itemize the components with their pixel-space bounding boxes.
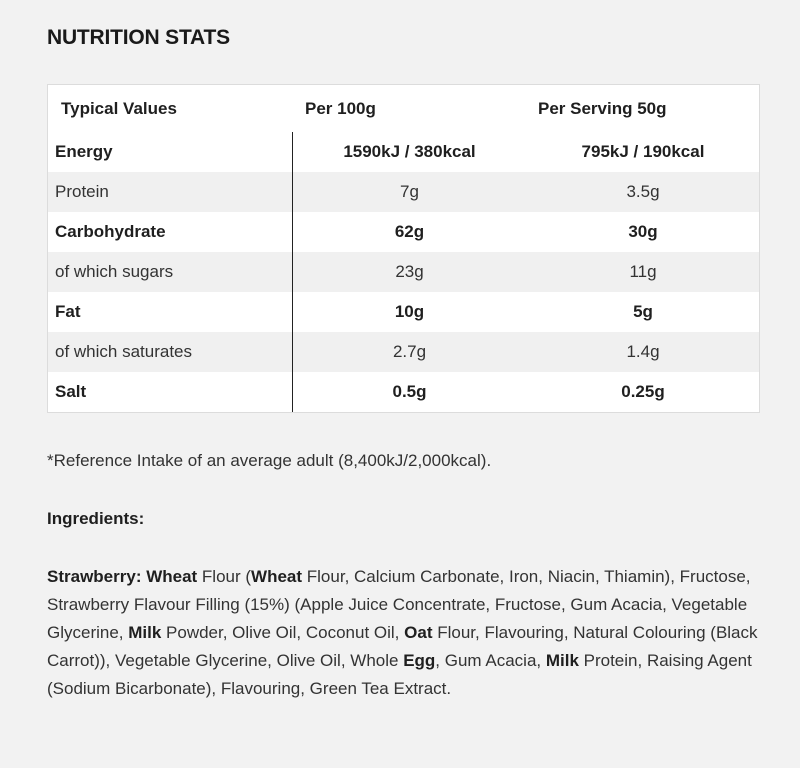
row-per-100g: 2.7g xyxy=(392,342,427,361)
row-per-serving: 0.25g xyxy=(621,382,665,401)
row-per-100g: 1590kJ / 380kcal xyxy=(343,142,476,161)
ingredients-text xyxy=(47,563,767,703)
row-per-100g: 0.5g xyxy=(392,382,427,401)
nutrition-table xyxy=(47,84,760,413)
reference-intake-note: *Reference Intake of an average adult (8,400kJ/2,000kcal). xyxy=(47,451,492,470)
row-label: Fat xyxy=(55,302,81,321)
header-per-100g: Per 100g xyxy=(305,98,376,118)
ingredient-text: Flour, Calcium Carbonate, Iron, Niacin, Thiamin), Fructose, Strawberry Flavour Filling (15%) (Apple Juice Concentrate, Fructose, Gum Acacia, Vegetable Glycerine, xyxy=(47,567,751,642)
table-row xyxy=(48,292,759,332)
row-per-100g: 10g xyxy=(394,302,425,321)
page-title: NUTRITION STATS xyxy=(47,26,230,49)
ingredient-variant-label: Strawberry: xyxy=(47,567,147,586)
row-per-serving: 795kJ / 190kcal xyxy=(581,142,705,161)
header-per-serving: Per Serving 50g xyxy=(538,98,667,118)
table-header-row xyxy=(48,85,759,132)
ingredient-text: Flour ( xyxy=(197,567,252,586)
row-label: of which saturates xyxy=(55,342,193,361)
ingredient-text: Flour, Flavouring, Natural Colouring (Black Carrot)), Vegetable Glycerine, Olive Oil, Whole xyxy=(47,623,758,670)
row-label: Energy xyxy=(55,142,113,161)
table-row xyxy=(48,172,759,212)
row-label: of which sugars xyxy=(55,262,174,281)
row-per-100g: 62g xyxy=(394,222,425,241)
row-per-100g: 23g xyxy=(395,262,424,281)
ingredient-text: , Gum Acacia, xyxy=(435,651,546,670)
row-per-100g: 7g xyxy=(400,182,419,201)
table-row xyxy=(48,372,759,412)
ingredient-text: Protein, Raising Agent (Sodium Bicarbonate), Flavouring, Green Tea Extract. xyxy=(47,651,752,698)
ingredient-text: Powder, Olive Oil, Coconut Oil, xyxy=(161,623,405,642)
header-typical-values: Typical Values xyxy=(61,98,177,118)
row-per-serving: 1.4g xyxy=(626,342,660,361)
row-per-serving: 3.5g xyxy=(626,182,660,201)
allergen-milk: Milk xyxy=(545,651,579,670)
allergen-wheat: Wheat xyxy=(146,567,198,586)
allergen-wheat: Wheat xyxy=(251,567,303,586)
row-label: Salt xyxy=(55,382,87,401)
table-row xyxy=(48,332,759,372)
allergen-milk: Milk xyxy=(128,623,162,642)
ingredients-heading: Ingredients: xyxy=(47,509,145,528)
row-per-serving: 5g xyxy=(633,302,653,321)
column-divider xyxy=(292,132,293,412)
table-row xyxy=(48,212,759,252)
allergen-oat: Oat xyxy=(404,623,433,642)
allergen-egg: Egg xyxy=(403,651,436,670)
table-row xyxy=(48,132,759,172)
row-per-serving: 30g xyxy=(628,222,658,241)
table-row xyxy=(48,252,759,292)
row-per-serving: 11g xyxy=(629,262,657,281)
row-label: Protein xyxy=(55,182,109,201)
row-label: Carbohydrate xyxy=(55,222,166,241)
